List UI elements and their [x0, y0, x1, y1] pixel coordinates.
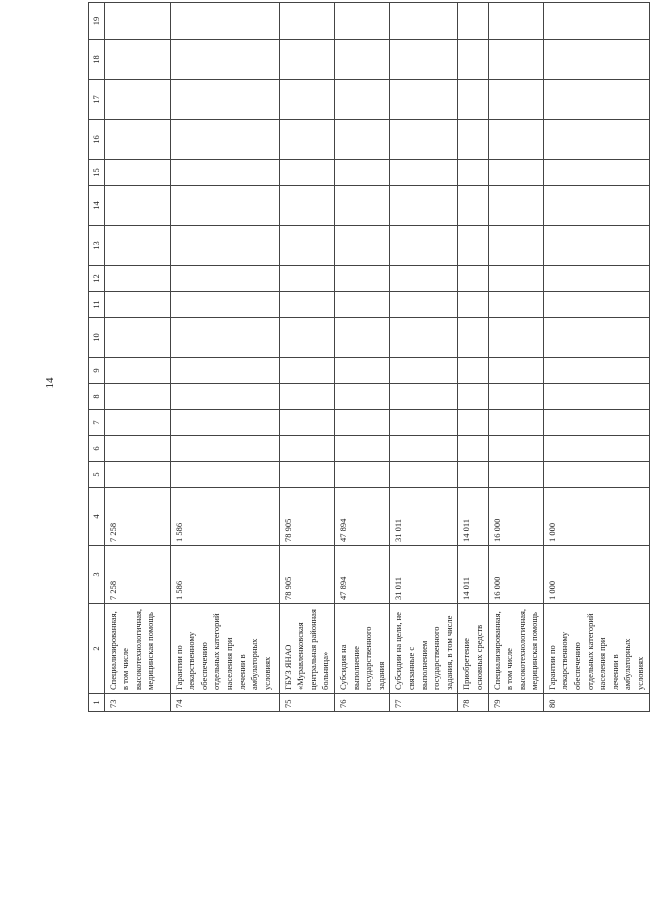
empty-cell [488, 3, 543, 40]
header-cell: 8 [89, 384, 105, 410]
empty-cell [170, 186, 279, 226]
table-row [390, 3, 458, 712]
empty-cell [390, 410, 458, 436]
row-name: ГБУЗ ЯНАО «Муравленковская центральная районная больница» [279, 604, 334, 694]
row-name: Специализированная, в том числе высокотехнологичная, медицинская помощь [104, 604, 170, 694]
empty-cell [390, 318, 458, 358]
header-cell: 11 [89, 292, 105, 318]
empty-cell [170, 318, 279, 358]
empty-cell [543, 120, 649, 160]
empty-cell [170, 3, 279, 40]
row-number: 75 [279, 694, 334, 712]
empty-cell [279, 358, 334, 384]
empty-cell [334, 160, 389, 186]
empty-cell [488, 292, 543, 318]
empty-cell [543, 160, 649, 186]
header-cell: 14 [89, 186, 105, 226]
empty-cell [104, 80, 170, 120]
empty-cell [104, 384, 170, 410]
empty-cell [279, 80, 334, 120]
row-number: 77 [390, 694, 458, 712]
row-value-col4: 7 258 [104, 488, 170, 546]
header-cell: 3 [89, 546, 105, 604]
empty-cell [170, 160, 279, 186]
empty-cell [334, 80, 389, 120]
header-cell: 1 [89, 694, 105, 712]
empty-cell [104, 40, 170, 80]
row-value-col3: 16 000 [488, 546, 543, 604]
row-number: 74 [170, 694, 279, 712]
empty-cell [170, 120, 279, 160]
budget-table [88, 2, 650, 712]
header-cell: 19 [89, 3, 105, 40]
row-number: 78 [458, 694, 488, 712]
empty-cell [390, 384, 458, 410]
empty-cell [488, 358, 543, 384]
empty-cell [390, 266, 458, 292]
empty-cell [543, 186, 649, 226]
row-value-col4: 1 586 [170, 488, 279, 546]
header-cell: 16 [89, 120, 105, 160]
row-value-col4: 47 894 [334, 488, 389, 546]
row-value-col3: 78 905 [279, 546, 334, 604]
empty-cell [104, 3, 170, 40]
rotated-table-frame [88, 16, 646, 712]
row-value-col4: 16 000 [488, 488, 543, 546]
empty-cell [279, 40, 334, 80]
empty-cell [488, 266, 543, 292]
row-value-col3: 14 011 [458, 546, 488, 604]
table-row [104, 3, 170, 712]
empty-cell [458, 3, 488, 40]
empty-cell [104, 226, 170, 266]
row-number: 73 [104, 694, 170, 712]
row-value-col3: 1 586 [170, 546, 279, 604]
empty-cell [279, 120, 334, 160]
empty-cell [458, 384, 488, 410]
empty-cell [279, 318, 334, 358]
row-value-col3: 7 258 [104, 546, 170, 604]
empty-cell [104, 266, 170, 292]
empty-cell [334, 462, 389, 488]
header-cell: 10 [89, 318, 105, 358]
empty-cell [104, 186, 170, 226]
row-name: Субсидии на цели, не связанные с выполнением государственного задания, в том числе [390, 604, 458, 694]
header-cell: 15 [89, 160, 105, 186]
row-number: 79 [488, 694, 543, 712]
empty-cell [390, 292, 458, 318]
empty-cell [458, 120, 488, 160]
empty-cell [334, 436, 389, 462]
empty-cell [170, 80, 279, 120]
empty-cell [104, 358, 170, 384]
row-number: 80 [543, 694, 649, 712]
empty-cell [334, 384, 389, 410]
empty-cell [170, 410, 279, 436]
table-row [170, 3, 279, 712]
header-cell: 7 [89, 410, 105, 436]
empty-cell [334, 410, 389, 436]
empty-cell [458, 226, 488, 266]
header-cell: 4 [89, 488, 105, 546]
header-cell: 13 [89, 226, 105, 266]
empty-cell [170, 292, 279, 318]
table-row [279, 3, 334, 712]
empty-cell [543, 80, 649, 120]
header-cell: 5 [89, 462, 105, 488]
header-cell: 17 [89, 80, 105, 120]
empty-cell [334, 120, 389, 160]
empty-cell [334, 318, 389, 358]
empty-cell [170, 462, 279, 488]
empty-cell [543, 436, 649, 462]
empty-cell [458, 160, 488, 186]
empty-cell [390, 40, 458, 80]
empty-cell [170, 40, 279, 80]
empty-cell [458, 318, 488, 358]
empty-cell [104, 160, 170, 186]
empty-cell [543, 292, 649, 318]
empty-cell [390, 3, 458, 40]
empty-cell [279, 160, 334, 186]
empty-cell [334, 358, 389, 384]
empty-cell [543, 462, 649, 488]
empty-cell [104, 436, 170, 462]
empty-cell [488, 410, 543, 436]
empty-cell [334, 40, 389, 80]
empty-cell [488, 40, 543, 80]
empty-cell [488, 384, 543, 410]
empty-cell [488, 436, 543, 462]
empty-cell [170, 266, 279, 292]
empty-cell [279, 462, 334, 488]
empty-cell [104, 120, 170, 160]
empty-cell [488, 120, 543, 160]
empty-cell [334, 292, 389, 318]
empty-cell [488, 160, 543, 186]
empty-cell [488, 462, 543, 488]
empty-cell [543, 318, 649, 358]
row-value-col3: 47 894 [334, 546, 389, 604]
empty-cell [104, 410, 170, 436]
header-cell: 18 [89, 40, 105, 80]
table-row [458, 3, 488, 712]
header-cell: 6 [89, 436, 105, 462]
empty-cell [458, 462, 488, 488]
empty-cell [390, 120, 458, 160]
empty-cell [543, 40, 649, 80]
empty-cell [104, 318, 170, 358]
empty-cell [390, 462, 458, 488]
empty-cell [458, 186, 488, 226]
row-name: Приобретение основных средств [458, 604, 488, 694]
empty-cell [543, 358, 649, 384]
empty-cell [334, 3, 389, 40]
empty-cell [334, 226, 389, 266]
empty-cell [170, 436, 279, 462]
empty-cell [458, 40, 488, 80]
empty-cell [279, 436, 334, 462]
empty-cell [543, 226, 649, 266]
row-name: Гарантии по лекарственному обеспечению отдельных категорий населения при лечении в амбулаторных условиях [543, 604, 649, 694]
empty-cell [279, 410, 334, 436]
empty-cell [279, 186, 334, 226]
table-row [334, 3, 389, 712]
empty-cell [279, 266, 334, 292]
empty-cell [170, 358, 279, 384]
table-stage [88, 16, 646, 712]
empty-cell [458, 358, 488, 384]
row-value-col3: 31 011 [390, 546, 458, 604]
empty-cell [279, 226, 334, 266]
row-number: 76 [334, 694, 389, 712]
row-value-col4: 14 011 [458, 488, 488, 546]
page-number: 14 [44, 377, 56, 389]
header-cell: 12 [89, 266, 105, 292]
empty-cell [104, 462, 170, 488]
empty-cell [170, 226, 279, 266]
empty-cell [104, 292, 170, 318]
table-body [89, 3, 650, 712]
empty-cell [390, 358, 458, 384]
row-name: Субсидия на выполнение государственного задания [334, 604, 389, 694]
empty-cell [458, 80, 488, 120]
row-value-col3: 1 000 [543, 546, 649, 604]
row-value-col4: 78 905 [279, 488, 334, 546]
empty-cell [279, 384, 334, 410]
empty-cell [390, 226, 458, 266]
empty-cell [334, 266, 389, 292]
empty-cell [488, 80, 543, 120]
empty-cell [488, 226, 543, 266]
empty-cell [390, 186, 458, 226]
row-value-col4: 1 000 [543, 488, 649, 546]
empty-cell [488, 186, 543, 226]
empty-cell [170, 384, 279, 410]
empty-cell [279, 3, 334, 40]
empty-cell [543, 266, 649, 292]
table-row [488, 3, 543, 712]
empty-cell [390, 436, 458, 462]
header-cell: 9 [89, 358, 105, 384]
empty-cell [458, 410, 488, 436]
empty-cell [390, 160, 458, 186]
header-cell: 2 [89, 604, 105, 694]
row-name: Гарантии по лекарственному обеспечению отдельных категорий населения при лечении в амбулаторных условиях [170, 604, 279, 694]
empty-cell [279, 292, 334, 318]
empty-cell [458, 436, 488, 462]
table-row [543, 3, 649, 712]
empty-cell [458, 292, 488, 318]
empty-cell [543, 3, 649, 40]
empty-cell [458, 266, 488, 292]
empty-cell [543, 410, 649, 436]
empty-cell [488, 318, 543, 358]
row-name: Специализированная, в том числе высокотехнологичная, медицинская помощь [488, 604, 543, 694]
empty-cell [334, 186, 389, 226]
row-value-col4: 31 011 [390, 488, 458, 546]
header-row [89, 3, 105, 712]
empty-cell [390, 80, 458, 120]
empty-cell [543, 384, 649, 410]
